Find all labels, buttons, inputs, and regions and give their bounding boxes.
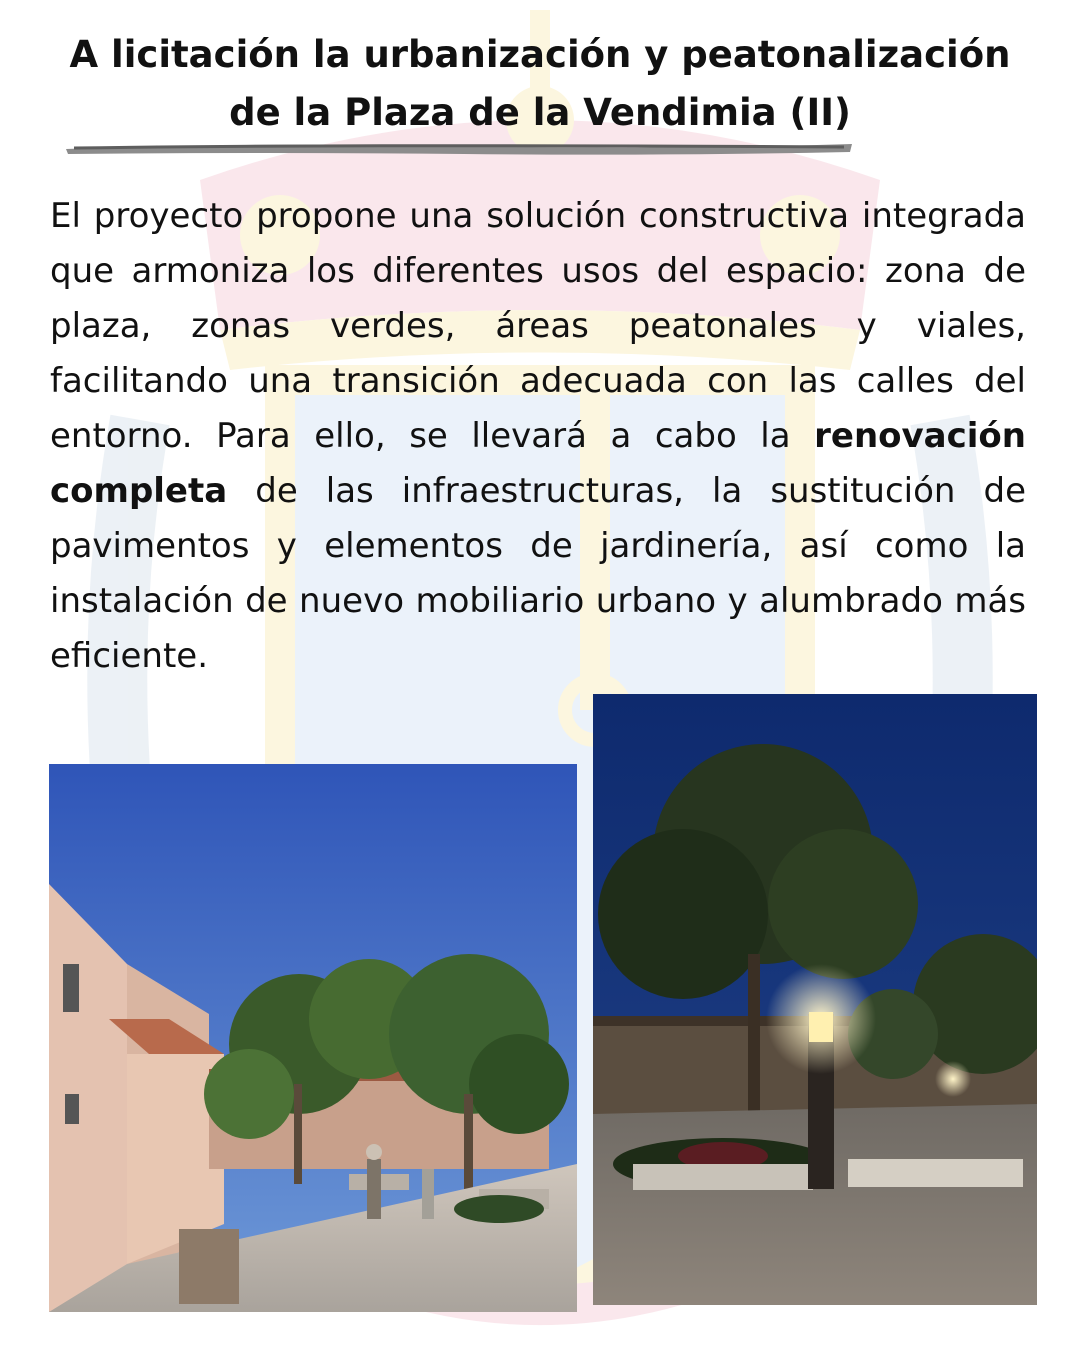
daytime-plaza-render — [49, 764, 577, 1312]
page-title — [10, 26, 1070, 142]
title-line-1: A licitación la urbanización y peatonalización — [69, 33, 1011, 76]
title-line-2: de la Plaza de la Vendimia (II) — [229, 91, 851, 134]
body-paragraph: El proyecto propone una solución constructiva integrada que armoniza los diferentes usos del espacio: zona de plaza, zonas verdes, áreas peatonales y viales, facilitando una transición adecuada con las calles del entorno. Para ello, se llevará a cabo la renovación completa de las infraestructuras, la sustitución de pavimentos y elementos de jardinería, así como la instalación de nuevo mobiliario urbano y alumbrado más eficiente. — [50, 196, 1026, 676]
title-underline-brushstroke — [64, 138, 854, 160]
highlight-text: renovación completa — [50, 416, 1026, 511]
night-plaza-render — [593, 694, 1037, 1305]
